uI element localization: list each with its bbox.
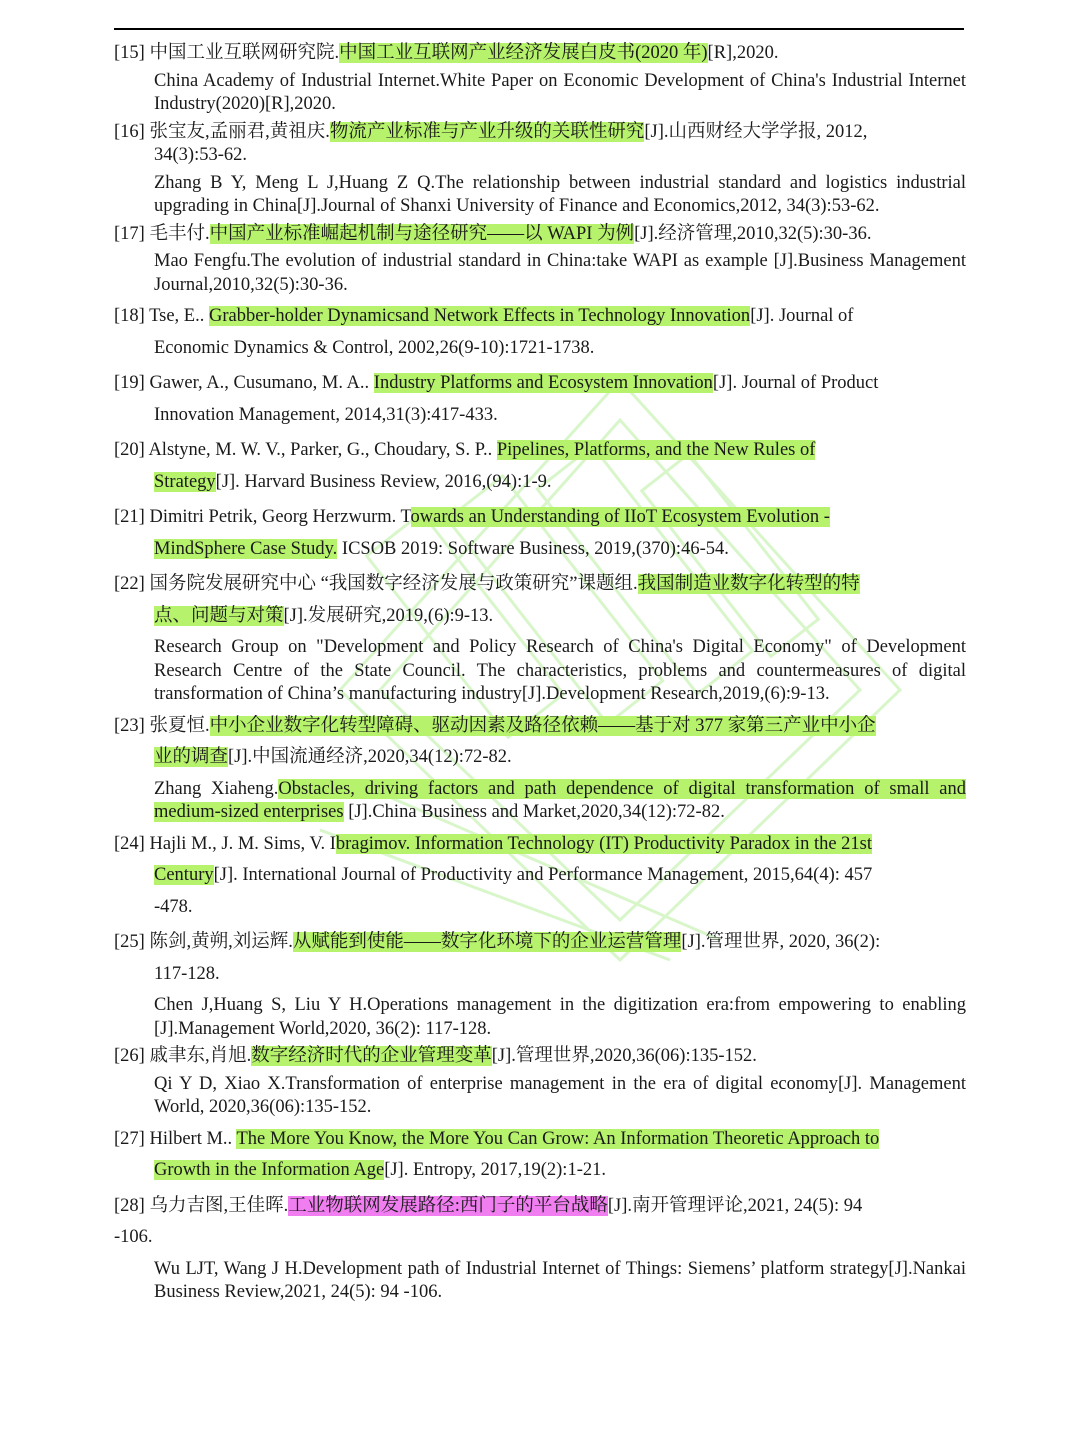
english-translation: Chen J,Huang S, Liu Y H.Operations management in the digitization era:from empowering to enabling [J].Management World,2020, 36(2): 117-128. <box>154 995 966 1039</box>
reference-source: [J]. Entropy, 2017,19(2):1-21. <box>384 1160 606 1180</box>
reference-source: [J].管理世界,2020,36(06):135-152. <box>491 1046 757 1066</box>
reference-continuation: 34(3):53-62. <box>154 145 247 165</box>
reference-authors: Hajli M., J. M. Sims, V. I <box>149 833 336 854</box>
reference-authors: 陈剑,黄朔,刘运辉. <box>149 932 293 952</box>
reference-number: [19] <box>114 373 150 393</box>
reference-source: [J]. Journal of Product <box>712 373 879 393</box>
reference-authors: Zhang Xiaheng. <box>154 778 279 799</box>
reference-source: [R],2020. <box>707 43 779 63</box>
reference-source: [J]. Harvard Business Review, 2016,(94):1-9. <box>215 471 552 492</box>
english-translation: China Academy of Industrial Internet.White Paper on Economic Development of China's Industrial Internet Industry(2020)[R],2020. <box>154 70 966 114</box>
reference-continuation: -478. <box>154 896 193 917</box>
reference-17 <box>114 223 966 298</box>
english-translation: Qi Y D, Xiao X.Transformation of enterprise management in the era of digital economy[J]. Management World, 2020,36(06):135-152. <box>154 1073 966 1117</box>
reference-number: [23] <box>114 715 150 736</box>
english-translation: Mao Fengfu.The evolution of industrial standard in China:take WAPI as example [J].Business Management Journal,2010,32(5):30-36. <box>154 251 966 295</box>
highlighted-title: Industry Platforms and Ecosystem Innovation <box>373 373 713 393</box>
reference-source: [J].经济管理,2010,32(5):30-36. <box>634 223 872 244</box>
reference-source: [J].南开管理评论,2021, 24(5): 94 <box>607 1195 863 1216</box>
highlighted-title: Growth in the Information Age <box>154 1160 385 1180</box>
reference-authors: 国务院发展研究中心 “我国数字经济发展与政策研究”课题组. <box>149 574 638 594</box>
reference-26 <box>114 1045 966 1120</box>
highlighted-title: 数字经济时代的企业管理变革 <box>251 1046 492 1066</box>
reference-authors: 张宝友,孟丽君,黄祖庆. <box>149 121 330 142</box>
reference-25 <box>114 927 966 1041</box>
highlighted-title: 从赋能到使能——数字化环境下的企业运营管理 <box>292 932 682 952</box>
reference-continuation: Economic Dynamics & Control, 2002,26(9-10):1721-1738. <box>154 337 595 358</box>
highlighted-title: 中国产业标准崛起机制与途径研究——以 WAPI 为例 <box>209 223 635 244</box>
highlighted-title: bragimov. Information Technology (IT) Productivity Paradox in the 21st <box>335 833 873 854</box>
reference-number: [27] <box>114 1128 150 1149</box>
reference-number: [28] <box>114 1195 150 1216</box>
reference-19 <box>114 368 966 431</box>
highlighted-title: 工业物联网发展路径:西门子的平台战略 <box>288 1195 608 1216</box>
reference-authors: Dimitri Petrik, Georg Herzwurm. T <box>149 507 411 527</box>
english-translation: Research Group on "Development and Policy Research of China's Digital Economy" of Development Research Centre of the State Council. The characteristics, problems and countermeasures of digital transformation of China’s manufacturing industry[J].Development Research,2019,(6):9-13. <box>154 637 966 704</box>
highlighted-title: Obstacles, driving factors and path dependence of digital transformation of small and medium-sized enterprises <box>154 778 966 822</box>
reference-27 <box>114 1124 966 1187</box>
reference-source: ICSOB 2019: Software Business, 2019,(370):46-54. <box>337 538 729 559</box>
highlighted-title: 物流产业标准与产业升级的关联性研究 <box>329 121 645 142</box>
highlighted-title: Pipelines, Platforms, and the New Rules of <box>496 440 816 460</box>
reference-source: [J].发展研究,2019,(6):9-13. <box>283 605 494 626</box>
reference-source: [J]. Journal of <box>750 306 854 326</box>
reference-23 <box>114 711 966 825</box>
reference-number: [18] <box>114 306 150 326</box>
highlighted-title: 中小企业数字化转型障碍、驱动因素及路径依赖——基于对 377 家第三产业中小企 <box>209 715 876 736</box>
reference-number: [17] <box>114 223 150 244</box>
highlighted-title: Strategy <box>154 471 216 492</box>
reference-source: [J].China Business and Market,2020,34(12):72-82. <box>343 802 725 822</box>
reference-number: [26] <box>114 1046 150 1066</box>
highlighted-title: owards an Understanding of IIoT Ecosystem Evolution - <box>410 507 830 527</box>
reference-authors: 张夏恒. <box>149 715 210 736</box>
english-translation: Wu LJT, Wang J H.Development path of Industrial Internet of Things: Siemens’ platform strategy[J].Nankai Business Review,2021, 24(5): 94 -106. <box>154 1258 966 1302</box>
reference-authors: Gawer, A., Cusumano, M. A.. <box>149 373 374 393</box>
reference-authors: Hilbert M.. <box>149 1128 237 1149</box>
reference-source: [J].中国流通经济,2020,34(12):72-82. <box>228 747 512 767</box>
reference-authors: 乌力吉图,王佳晖. <box>149 1195 289 1216</box>
reference-number: [16] <box>114 121 150 142</box>
english-translation: Zhang B Y, Meng L J,Huang Z Q.The relationship between industrial standard and logistics industrial upgrading in China[J].Journal of Shanxi University of Finance and Economics,2012, 34(3):53-62. <box>154 172 966 216</box>
reference-24 <box>114 829 966 924</box>
reference-20 <box>114 435 966 498</box>
reference-number: [25] <box>114 932 150 952</box>
highlighted-title: 业的调查 <box>154 747 229 767</box>
reference-15 <box>114 42 966 117</box>
highlighted-title: 点、问题与对策 <box>154 605 284 626</box>
reference-22 <box>114 569 966 707</box>
reference-number: [15] <box>114 43 150 63</box>
reference-16 <box>114 121 966 219</box>
reference-number: [20] <box>114 440 149 460</box>
english-translation <box>114 778 966 825</box>
reference-authors: 毛丰付. <box>149 223 210 244</box>
reference-authors: 中国工业互联网研究院. <box>149 43 340 63</box>
reference-authors: Alstyne, M. W. V., Parker, G., Choudary, S. P.. <box>148 440 497 460</box>
highlighted-title: The More You Know, the More You Can Grow: An Information Theoretic Approach to <box>236 1128 880 1149</box>
reference-authors: Tse, E.. <box>149 306 209 326</box>
reference-continuation: -106. <box>114 1227 153 1247</box>
reference-21 <box>114 502 966 565</box>
reference-number: [24] <box>114 833 150 854</box>
reference-continuation: Innovation Management, 2014,31(3):417-433. <box>154 404 498 425</box>
reference-18 <box>114 301 966 364</box>
reference-authors: 戚聿东,肖旭. <box>149 1046 252 1066</box>
highlighted-title: MindSphere Case Study. <box>154 538 338 559</box>
reference-28 <box>114 1191 966 1305</box>
highlighted-title: 我国制造业数字化转型的特 <box>637 574 860 594</box>
reference-source: [J].山西财经大学学报, 2012, <box>644 121 868 142</box>
reference-source: [J].管理世界, 2020, 36(2): <box>681 932 881 952</box>
reference-continuation: 117-128. <box>154 963 220 984</box>
highlighted-title: Century <box>154 865 214 885</box>
highlighted-title: 中国工业互联网产业经济发展白皮书(2020 年) <box>339 43 708 63</box>
reference-source: [J]. International Journal of Productivity and Performance Management, 2015,64(4): 457 <box>213 865 873 885</box>
header-rule <box>114 28 964 30</box>
reference-number: [21] <box>114 507 150 527</box>
references-list <box>114 42 966 1309</box>
reference-number: [22] <box>114 574 150 594</box>
highlighted-title: Grabber-holder Dynamicsand Network Effects in Technology Innovation <box>208 306 751 326</box>
